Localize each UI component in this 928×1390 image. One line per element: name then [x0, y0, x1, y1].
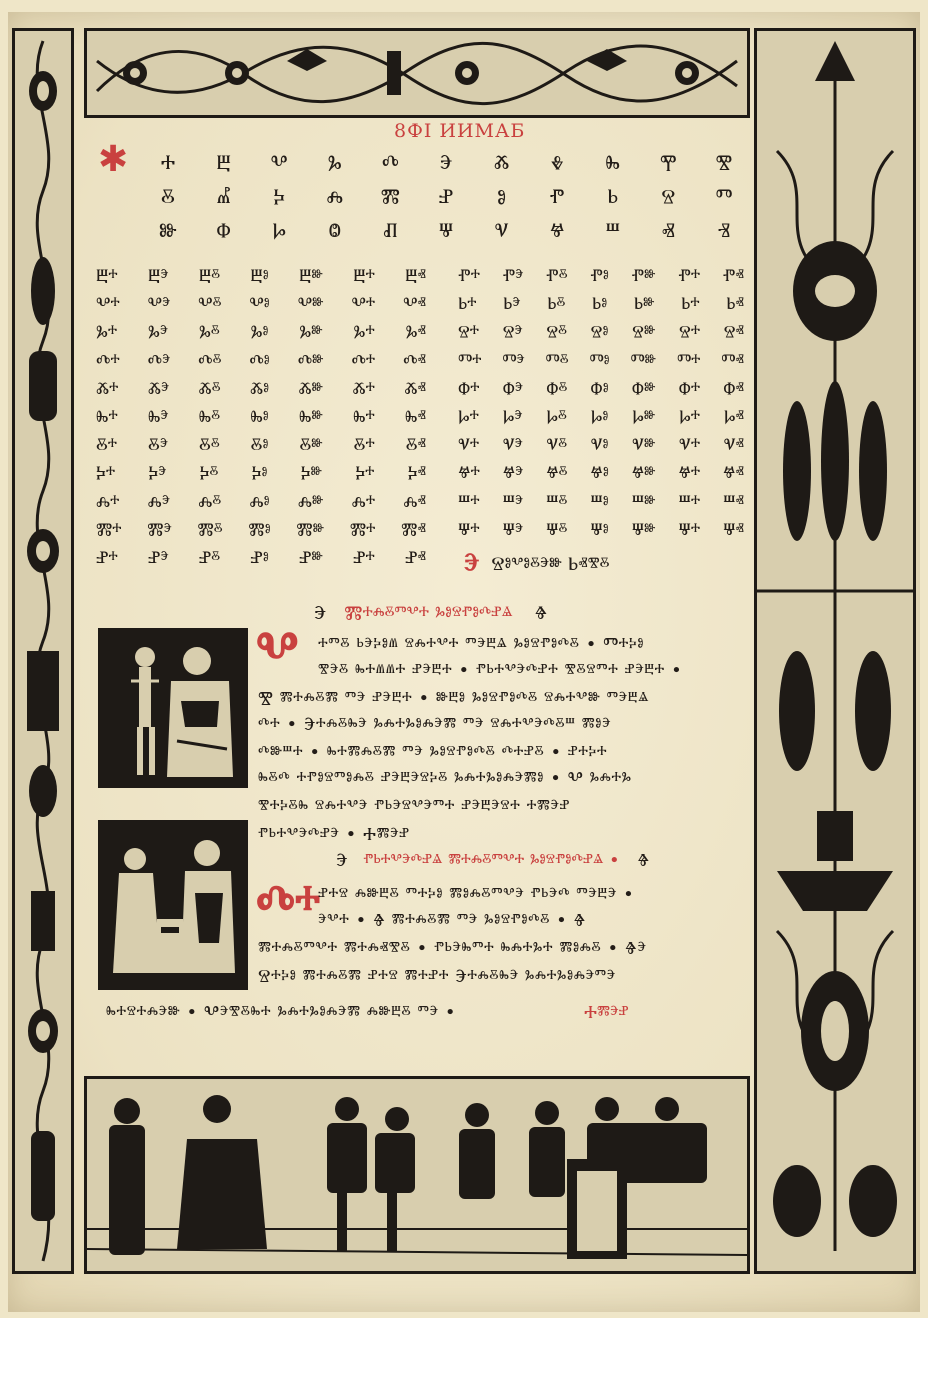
syllable-cell: Ⱂⱁ [590, 266, 609, 286]
red-asterisk: ✱ [98, 139, 129, 180]
syllable-cell: Ⱇⰵ [502, 378, 524, 399]
alphabet-letter: Ⱇ [216, 218, 231, 242]
syllable-cell: Ⱋⰰ [458, 519, 480, 540]
syllable-cell: Ⱎⱁ [590, 491, 609, 512]
syllable-cell: Ⰻⰰ [353, 435, 375, 456]
alphabet-letter: Ⱀ [438, 184, 454, 208]
syllable-cell: Ⱄⱏ [723, 322, 744, 343]
syllable-cell: Ⰸⰵ [147, 407, 169, 427]
alphabet-letter: Ⱉ [328, 218, 341, 242]
stock-footer-strip [0, 1318, 928, 1390]
bottom-woodcut-school-scene [84, 1076, 750, 1274]
alphabet-letter: Ⱐ [717, 218, 731, 242]
alphabet-row [146, 184, 746, 208]
syllable-cell: Ⱃⰵ [503, 294, 521, 315]
syllable-cell: Ⱎⰰ [678, 491, 701, 512]
syllable-cell: Ⱋⰰ [678, 519, 701, 540]
syllable-cell: Ⱅⰰ [676, 350, 701, 371]
syllable-cell: Ⰴⱏ [403, 350, 426, 371]
syllable-cell: Ⰿⰻ [197, 519, 223, 540]
syllable-row [458, 322, 744, 342]
prayer-text-line: ⱂⱃⰰⰲⰵⰴⱀⰵ • Ⰰⰿⰵⱀ [258, 824, 410, 845]
syllable-cell: Ⰽⰵ [148, 463, 167, 484]
syllable-row [96, 351, 426, 371]
syllable-cell: Ⰸⱆ [298, 407, 323, 427]
alphabet-letter: Ⰶ [493, 150, 510, 174]
alphabet-letter: Ⱊ [383, 218, 398, 242]
syllable-cell: Ⰴⱁ [249, 350, 270, 371]
syllable-cell: Ⱌⱁ [590, 435, 609, 456]
syllable-cell: Ⱋⱆ [631, 519, 656, 540]
alphabet-letter: Ⰳ [327, 150, 342, 174]
syllable-cell: Ⰿⰵ [147, 519, 172, 540]
syllable-cell: Ⱈⰻ [546, 407, 567, 427]
syllable-cell: Ⱌⰻ [546, 435, 568, 456]
prayer-1-close-mark: Ⱖ [534, 602, 548, 624]
syllable-row [458, 407, 744, 427]
syllable-row [458, 435, 744, 455]
syllable-row [96, 322, 426, 342]
syllable-cell: Ⰶⱁ [249, 378, 270, 399]
syllable-cell: Ⰳⰻ [198, 322, 220, 343]
syllable-cell: Ⱃⱆ [633, 294, 655, 315]
prayer-text-line: ⰺⰰⰽⰻⰸ ⱄⰾⰰⰲⰵ ⱂⱃⰵⱄⰲⰵⱅⰰ ⱀⰵⰱⰵⱄⰰ ⰰⰿⰵⱀ [258, 796, 570, 817]
prayer-2-drop-initial: Ⰴⰰ [256, 874, 321, 928]
syllable-cell: Ⰱⰵ [147, 266, 169, 286]
alphabet-letter: Ⰻ [161, 184, 175, 208]
syllable-last-row [464, 547, 609, 576]
syllable-cell: Ⱃⱁ [591, 294, 608, 315]
syllable-cell: Ⰻⰵ [148, 435, 169, 456]
syllable-cell: Ⱅⰻ [545, 350, 569, 371]
syllable-cell: Ⱌⰰ [458, 435, 480, 456]
prayer-text-line: ⰴⰰ • Ⰵⰰⰾⰻⰸⰵ ⰳⰾⰰⰳⱁⰾⰵⰿ ⱅⰵ ⱄⰾⰰⰲⰵⰴⰻⱎ ⰿⱁⰵ [258, 714, 612, 735]
alphabet-letter: Ⱁ [496, 184, 507, 208]
syllable-cell: Ⱂⰰ [678, 266, 701, 286]
syllable-cell: Ⰸⱏ [405, 407, 426, 427]
syllable-cell: Ⰻⱁ [250, 435, 269, 456]
prayer-2-heading [336, 850, 649, 871]
syllable-cell: Ⰳⰰ [353, 322, 375, 343]
alphabet-letter: Ⰵ [439, 150, 453, 174]
syllable-cell: Ⰽⱆ [300, 463, 323, 484]
syllable-cell: Ⱄⰵ [502, 322, 523, 343]
alphabet-letter: Ⰴ [381, 150, 399, 174]
prayer-text-line: ⰸⰰⱄⰰⰾⰵⱆ • Ⰲⰵⰺⰻⰸⰰ ⰳⰾⰰⰳⱁⰾⰵⰿ ⰾⱆⰱⰻ ⱅⰵ • [106, 1002, 456, 1023]
syllable-cell: Ⱍⰻ [546, 463, 568, 484]
syllable-cell: Ⱃⱏ [726, 294, 744, 315]
page-title: 8ФІ ИИМАБ [394, 120, 526, 142]
alphabet-letter: Ⱋ [438, 218, 454, 242]
left-ornamental-border [12, 28, 74, 1274]
syllable-row [96, 407, 426, 427]
syllable-cell: Ⱅⰵ [502, 350, 525, 371]
prayer-text-line: Ⱄⰰⰽⱁ ⰿⰰⰾⰻⰿ ⱀⰰⱄ ⰿⰰⱀⰰ Ⰵⰰⰾⰻⰸⰵ ⰳⰾⰰⰳⱁⰾⰵⱅⰵ [258, 966, 616, 987]
syllable-cell: Ⰿⱏ [401, 519, 426, 540]
syllable-row [96, 492, 426, 512]
syllable-cell: Ⰱⰰ [96, 266, 118, 286]
syllable-cell: Ⰲⰰ [351, 294, 376, 315]
syllable-cell: Ⱀⱁ [250, 548, 269, 568]
syllable-cell: Ⱂⰵ [502, 266, 524, 286]
syllable-cell: Ⰱⰰ [353, 266, 375, 286]
syllable-cell: Ⱀⱆ [298, 548, 323, 568]
woodcut-death-and-man [98, 628, 248, 788]
syllable-cell: Ⱇⱆ [631, 378, 656, 399]
syllable-cell: Ⰸⰻ [198, 407, 221, 427]
syllable-cell: Ⱄⰰ [679, 322, 701, 343]
syllable-cell: Ⱀⰰ [353, 548, 375, 568]
syllable-cell: Ⱈⰰ [458, 407, 479, 427]
syllable-cell: Ⱃⰰ [681, 294, 700, 315]
prayer-text-line: ⰺⰵⰻ ⰸⰰⱞⱞⰰ ⱀⰵⰱⰰ • ⱂⱃⰰⰲⰵⰴⱀⰰ ⰺⰻⱄⱅⰰ ⱀⰵⰱⰰ • [318, 660, 683, 681]
alphabet-row [146, 218, 746, 242]
syllable-cell: Ⰾⱏ [403, 491, 426, 512]
syllable-cell: Ⰽⱁ [251, 463, 268, 484]
syllable-cell: Ⰳⱆ [299, 322, 323, 343]
syllable-cell: Ⱎⰻ [546, 491, 568, 512]
alphabet-letter: Ⱆ [159, 218, 177, 242]
syllable-cell: Ⱇⱁ [590, 378, 609, 399]
alphabet-letter: Ⱃ [607, 184, 619, 208]
syllable-cell: Ⱈⱁ [590, 407, 609, 427]
alphabet-letter: Ⰸ [605, 150, 621, 174]
prayer-text-line: ⰵⰲⰰ • Ⱖ ⰿⰰⰾⰻⰿ ⱅⰵ ⰳⱁⱄⱂⱁⰴⰻ • Ⱖ [318, 910, 586, 931]
syllable-cell: Ⱎⰰ [458, 491, 480, 512]
syllable-cell: Ⰻⱆ [299, 435, 323, 456]
syllable-cell: Ⱄⱁ [590, 322, 609, 343]
syllable-cell: Ⰲⰰ [96, 294, 120, 315]
prayer-text-line: ⰸⰻⰴ ⰰⱂⱁⱄⱅⱁⰾⰻ ⱀⰵⰱⰵⱄⰽⰻ ⰳⰾⰰⰳⱁⰾⰵⰿⱁ • Ⰲ ⰳⰾⰰⰳ [258, 768, 632, 789]
alphabet-row [146, 150, 746, 174]
syllable-cell: Ⱈⱆ [632, 407, 656, 427]
syllable-cell: Ⱂⰻ [546, 266, 568, 286]
alphabet-letter: Ⱄ [661, 184, 676, 208]
syllable-cell: Ⰾⰵ [147, 491, 170, 512]
syllable-cell: Ⱅⱁ [589, 350, 610, 371]
syllable-cell: Ⱀⰵ [147, 548, 169, 568]
syllable-cell: Ⰾⰰ [351, 491, 376, 512]
syllable-cell: Ⱍⰰ [678, 463, 701, 484]
syllable-cell: Ⰲⰻ [198, 294, 222, 315]
syllable-cell: Ⰸⱁ [250, 407, 269, 427]
alphabet-letter: Ⰿ [380, 184, 400, 208]
syllable-cell: Ⰴⰵ [147, 350, 171, 371]
syllable-cell: Ⰿⰰ [349, 519, 376, 540]
syllable-cell: Ⰴⱆ [297, 350, 324, 371]
alphabet-letter: Ⱅ [715, 184, 733, 208]
syllable-cell: Ⰱⱆ [299, 266, 323, 286]
syllable-cell: Ⱌⱆ [632, 435, 656, 456]
syllable-cell: Ⱃⰻ [547, 294, 566, 315]
syllable-cell: Ⰾⰰ [96, 491, 120, 512]
syllable-row [458, 463, 744, 483]
syllable-cell: Ⱇⱏ [723, 378, 744, 399]
syllable-cell: Ⰸⰰ [96, 407, 118, 427]
syllable-cell: Ⱇⰰ [678, 378, 701, 399]
prayer-2-final-amen: Ⰰⰿⰵⱀ [584, 1002, 629, 1023]
syllable-cell: Ⱅⰰ [458, 350, 482, 371]
syllable-cell: Ⱎⱏ [723, 491, 744, 512]
syllable-row [96, 520, 426, 540]
syllable-cell: Ⱈⱏ [723, 407, 744, 427]
syllable-cell: Ⰶⰵ [147, 378, 170, 399]
syllable-cell: Ⱂⱆ [631, 266, 656, 286]
syllable-row [458, 379, 744, 399]
syllable-row [96, 463, 426, 483]
syllable-cell: Ⱄⰰ [458, 322, 480, 343]
syllable-cell: Ⰾⱆ [297, 491, 324, 512]
syllable-cell: Ⰱⱏ [405, 266, 426, 286]
syllable-row [96, 435, 426, 455]
syllable-cell: Ⱎⰵ [502, 491, 524, 512]
syllable-cell: Ⱀⰰ [96, 548, 118, 568]
syllable-cell: Ⱇⰻ [546, 378, 568, 399]
alphabet-letter: Ⱌ [494, 218, 509, 242]
syllable-cell: Ⰳⱏ [405, 322, 426, 343]
syllable-cell: Ⱋⱁ [590, 519, 609, 540]
syllable-cell: Ⱍⰰ [458, 463, 480, 484]
alphabet-letter: Ⰼ [216, 184, 231, 208]
prayer-text-line: Ⰺ ⰿⰰⰾⰻⰿ ⱅⰵ ⱀⰵⰱⰰ • ⱆⰱⱁ ⰳⱁⱄⱂⱁⰴⰻ ⱄⰾⰰⰲⱆ ⱅⰵⰱⱑ [258, 688, 649, 709]
prayer-2-close-mark: Ⱖ [637, 850, 650, 871]
syllable-cell: Ⰱⱁ [250, 266, 269, 286]
prayer-2-open-mark: Ⰵ [336, 850, 348, 871]
alphabet-letter: Ⰾ [326, 184, 344, 208]
alphabet-letter: Ⱂ [549, 184, 565, 208]
syllable-cell: Ⰲⱁ [249, 294, 270, 315]
syllable-cell: Ⰽⰰ [96, 463, 116, 484]
prayer-1-title: Ⰿⰰⰾⰻⱅⰲⰰ ⰳⱁⱄⱂⱁⰴⱀⱑ [344, 602, 513, 624]
syllable-cell: Ⱄⰻ [546, 322, 567, 343]
syllable-cell: Ⱌⱏ [723, 435, 744, 456]
syllable-cell: Ⱅⱏ [721, 350, 744, 371]
syllable-cell: Ⱋⰵ [502, 519, 524, 540]
prayer-2-title: ⱂⱃⰰⰲⰵⰴⱀⱑ ⰿⰰⰾⰻⱅⰲⰰ ⰳⱁⱄⱂⱁⰴⱀⱑ • [363, 850, 620, 871]
syllable-row [96, 548, 426, 568]
syllable-cell: Ⰶⰰ [96, 378, 119, 399]
syllable-cell: Ⰴⰰ [96, 350, 120, 371]
syllable-cell: Ⰿⱁ [248, 519, 271, 540]
syllable-row [458, 351, 744, 371]
prayer-text-line: ⱀⰰⱄ ⰾⱆⰱⰻ ⱅⰰⰽⱁ ⰿⱁⰾⰻⱅⰲⰵ ⱂⱃⰵⰴ ⱅⰵⰱⰵ • [318, 884, 635, 905]
alphabet-letter: Ⱈ [272, 218, 287, 242]
prayer-text-line: ⰰⱅⰻ ⱃⰵⰽⱁⱞ ⱄⰾⰰⰲⰰ ⱅⰵⰱⱑ ⰳⱁⱄⱂⱁⰴⰻ • Ⱅⰰⰽⱁ [318, 634, 645, 655]
syllable-cell: Ⰾⰻ [198, 491, 222, 512]
syllable-cell: Ⱃⰰ [458, 294, 477, 315]
syllable-cell: Ⰽⰰ [355, 463, 375, 484]
alphabet-letter: Ⱏ [661, 218, 675, 242]
syllable-cell: Ⰱⰻ [198, 266, 221, 286]
alphabet-letter: Ⰹ [660, 150, 677, 174]
woodcut-annunciation [98, 820, 248, 990]
syllable-cell: Ⱀⰻ [198, 548, 221, 568]
syllable-cell: Ⱋⰻ [546, 519, 568, 540]
right-ornamental-border [754, 28, 916, 1274]
syllable-cell: Ⱅⱆ [630, 350, 657, 371]
syllable-cell: Ⰲⰵ [147, 294, 171, 315]
syllable-cell: Ⱍⰵ [502, 463, 524, 484]
syllable-row [458, 492, 744, 512]
alphabet-letter: Ⱍ [549, 218, 565, 242]
syllable-cell: Ⰻⱏ [405, 435, 426, 456]
syllable-cell: Ⰿⱆ [296, 519, 325, 540]
syllable-cell: Ⱈⰵ [502, 407, 523, 427]
syllable-cell: Ⰻⰰ [96, 435, 118, 456]
syllable-last-text: Ⱄⱁⰲⱁⰻⰵⱆ Ⱃⱏⰺⰻ [491, 553, 610, 575]
alphabet-letter: Ⰷ [550, 150, 564, 174]
syllable-row [96, 266, 426, 286]
syllable-cell: Ⱇⰰ [458, 378, 480, 399]
syllable-cell: Ⰶⰻ [198, 378, 221, 399]
alphabet-letter: Ⰲ [270, 150, 288, 174]
syllable-row [458, 520, 744, 540]
prayer-text-line: ⰿⰰⰾⰻⱅⰲⰰ ⰿⰰⰾⱏⰺⰻ • ⱂⱃⰵⰸⱅⰰ ⰸⰾⰰⰳⰰ ⰿⱁⰾⰻ • Ⱖⰵ [258, 938, 647, 959]
syllable-row [96, 294, 426, 314]
top-ornamental-border [84, 28, 750, 118]
syllable-cell: Ⰴⰻ [198, 350, 222, 371]
syllable-cell: Ⰿⰰ [96, 519, 122, 540]
syllable-cell: Ⰲⱏ [403, 294, 426, 315]
syllable-cell: Ⱌⰰ [678, 435, 701, 456]
syllable-cell: Ⰽⰻ [199, 463, 219, 484]
syllable-cell: Ⱂⱏ [722, 266, 744, 286]
syllable-cell: Ⱋⱏ [723, 519, 744, 540]
prayer-1-heading [314, 602, 547, 624]
syllable-row [458, 294, 744, 314]
syllable-cell: Ⱂⰰ [458, 266, 480, 286]
syllable-cell: Ⱄⱆ [632, 322, 656, 343]
syllable-cell: Ⰸⰰ [353, 407, 375, 427]
syllable-cell: Ⰳⰵ [148, 322, 169, 343]
syllable-cell: Ⱎⱆ [631, 491, 656, 512]
alphabet-letter: Ⰱ [216, 150, 231, 174]
syllable-cell: Ⰳⰰ [96, 322, 118, 343]
alphabet-letter: Ⰰ [160, 150, 176, 174]
syllable-cell: Ⱀⱏ [404, 548, 426, 568]
syllable-last-initial: Ⰵ [464, 547, 480, 576]
syllable-cell: Ⰻⰻ [199, 435, 220, 456]
syllable-cell: Ⱍⱁ [590, 463, 609, 484]
book-page [8, 12, 920, 1312]
syllable-cell: Ⱌⰵ [502, 435, 523, 456]
alphabet-letter: Ⰽ [273, 184, 285, 208]
syllable-cell: Ⱍⱏ [722, 463, 744, 484]
syllable-row [96, 379, 426, 399]
syllable-cell: Ⰽⱏ [407, 463, 426, 484]
syllable-cell: Ⰶⰰ [352, 378, 375, 399]
syllable-row [458, 266, 744, 286]
syllable-cell: Ⰴⰰ [351, 350, 376, 371]
syllable-cell: Ⱈⰰ [679, 407, 701, 427]
prayer-text-line: ⰴⱆⱎⰰ • ⰸⰰⰿⰾⰻⰿ ⱅⰵ ⰳⱁⱄⱂⱁⰴⰻ ⰴⰰⱀⰻ • ⱀⰰⰽⰰ [258, 742, 608, 763]
prayer-1-open-mark: Ⰵ [314, 602, 327, 624]
syllable-cell: Ⱍⱆ [631, 463, 656, 484]
alphabet-letter: Ⰺ [715, 150, 733, 174]
alphabet-letter: Ⱎ [605, 218, 621, 242]
prayer-1-drop-initial: Ⰲ [256, 619, 299, 678]
syllable-cell: Ⰳⱁ [250, 322, 269, 343]
syllable-cell: Ⰲⱆ [297, 294, 324, 315]
syllable-cell: Ⰾⱁ [249, 491, 270, 512]
syllable-cell: Ⰶⱏ [404, 378, 426, 399]
syllable-cell: Ⰶⱆ [298, 378, 324, 399]
